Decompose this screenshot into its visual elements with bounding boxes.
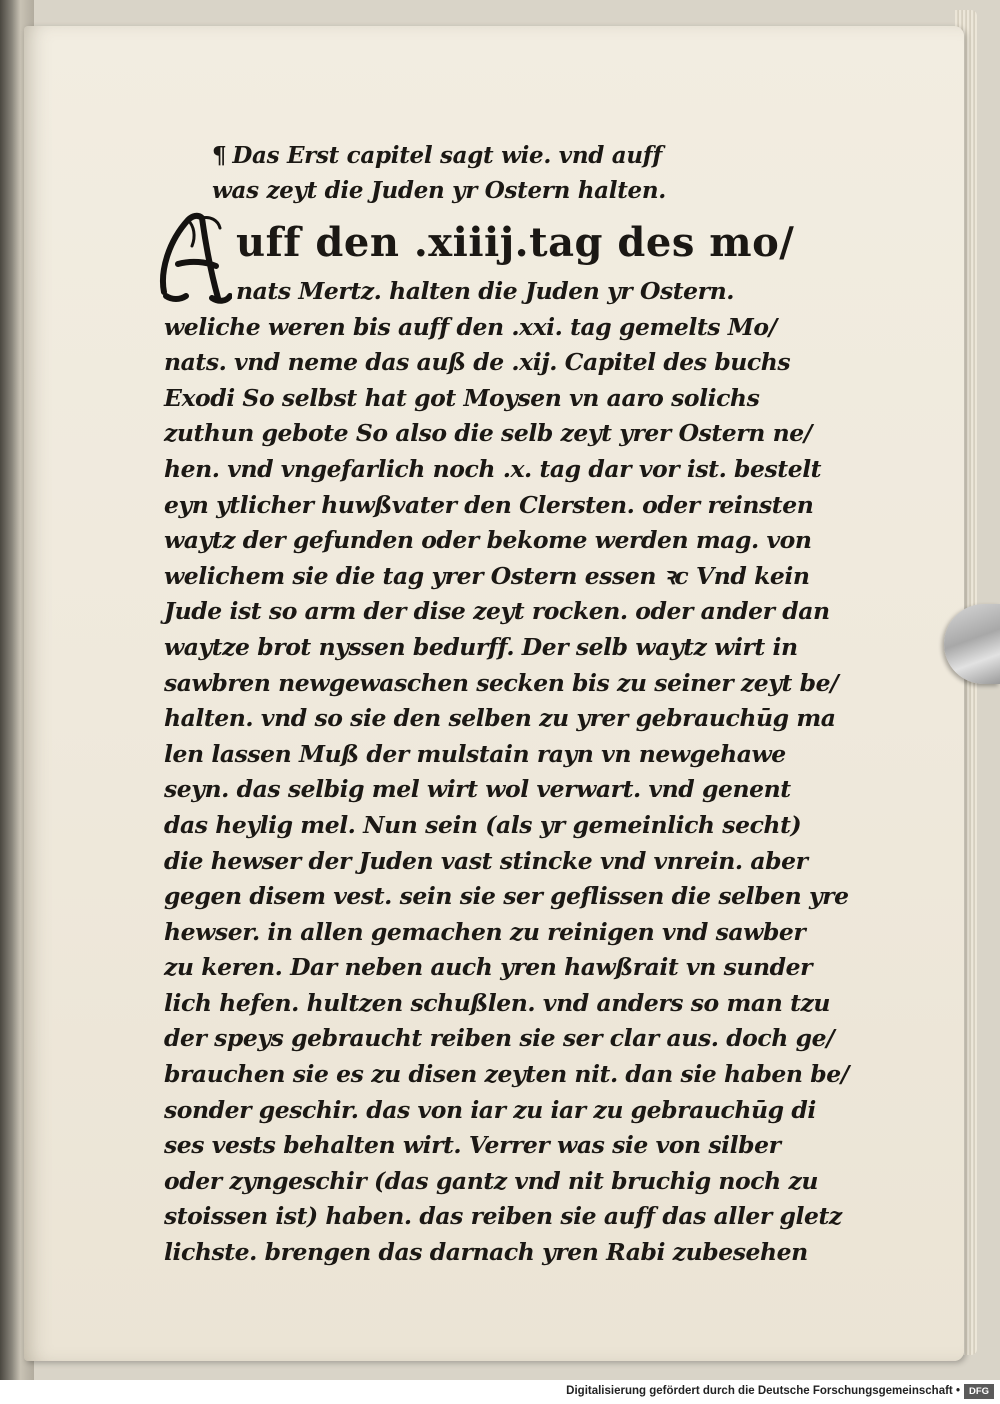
text-line: der speys gebraucht reiben sie ser clar aus. doch ge/ — [164, 1024, 835, 1053]
text-line: nats Mertz. halten die Juden yr Ostern. — [236, 277, 734, 305]
text-line: zuthun gebote So also die selb zeyt yrer Ostern ne/ — [164, 419, 812, 448]
footer — [0, 1380, 1000, 1404]
first-text-line: uff den .xiiij.tag des mo/ — [236, 219, 795, 266]
text-line: sawbren newgewaschen secken bis zu seiner zeyt be/ — [164, 668, 839, 697]
text-line: weliche weren bis auff den .xxi. tag gemelts Mo/ — [164, 312, 777, 341]
text-line: sonder geschir. das von iar zu iar zu gebrauchūg di — [164, 1095, 816, 1124]
text-line: halten. vnd so sie den selben zu yrer gebrauchūg ma — [164, 704, 836, 733]
text-line: seyn. das selbig mel wirt wol verwart. vnd genent — [164, 775, 791, 804]
heading-line-1: Das Erst capitel sagt wie. vnd auff — [232, 142, 662, 169]
dfg-logo: DFG — [964, 1384, 994, 1399]
text-line: hen. vnd vngefarlich noch .x. tag dar vor ist. bestelt — [164, 454, 822, 483]
text-line: zu keren. Dar neben auch yren hawßrait vn sunder — [164, 953, 813, 982]
text-line: lichste. brengen das darnach yren Rabi zubesehen — [164, 1238, 808, 1267]
text-line: waytz der gefunden oder bekome werden mag. von — [164, 526, 812, 555]
text-line: waytze brot nyssen bedurff. Der selb waytz wirt in — [164, 632, 798, 661]
text-line: lich hefen. hultzen schußlen. vnd anders so man tzu — [164, 988, 831, 1017]
text-line: hewser. in allen gemachen zu reinigen vnd sawber — [164, 917, 806, 946]
pilcrow-icon: ¶ — [212, 142, 227, 169]
text-line: gegen disem vest. sein sie ser geflissen die selben yre — [164, 882, 849, 911]
body-text — [164, 274, 849, 1271]
text-line: das heylig mel. Nun sein (als yr gemeinlich secht) — [164, 810, 802, 839]
text-line: nats. vnd neme das auß de .xij. Capitel des buchs — [164, 348, 791, 377]
text-line: brauchen sie es zu disen zeyten nit. dan sie haben be/ — [164, 1060, 849, 1089]
text-line: die hewser der Juden vast stincke vnd vnrein. aber — [164, 846, 808, 875]
text-line: eyn ytlicher huwßvater den Clersten. oder reinsten — [164, 490, 814, 519]
text-line: len lassen Muß der mulstain rayn vn newgehawe — [164, 739, 786, 768]
text-line: welichem sie die tag yrer Ostern essen ꝛc Vnd kein — [164, 561, 810, 590]
text-line: ses vests behalten wirt. Verrer was sie von silber — [164, 1131, 781, 1160]
text-line: Exodi So selbst hat got Moysen vn aaro solichs — [164, 383, 760, 412]
text-line: stoissen ist) haben. das reiben sie auff das aller gletz — [164, 1202, 842, 1231]
chapter-heading — [212, 138, 772, 208]
footer-credit: Digitalisierung gefördert durch die Deutsche Forschungsgemeinschaft • — [566, 1385, 960, 1397]
text-line: Jude ist so arm der dise zeyt rocken. oder ander dan — [164, 597, 830, 626]
heading-line-2: was zeyt die Juden yr Ostern halten. — [212, 177, 666, 204]
text-line: oder zyngeschir (das gantz vnd nit bruchig noch zu — [164, 1166, 819, 1195]
